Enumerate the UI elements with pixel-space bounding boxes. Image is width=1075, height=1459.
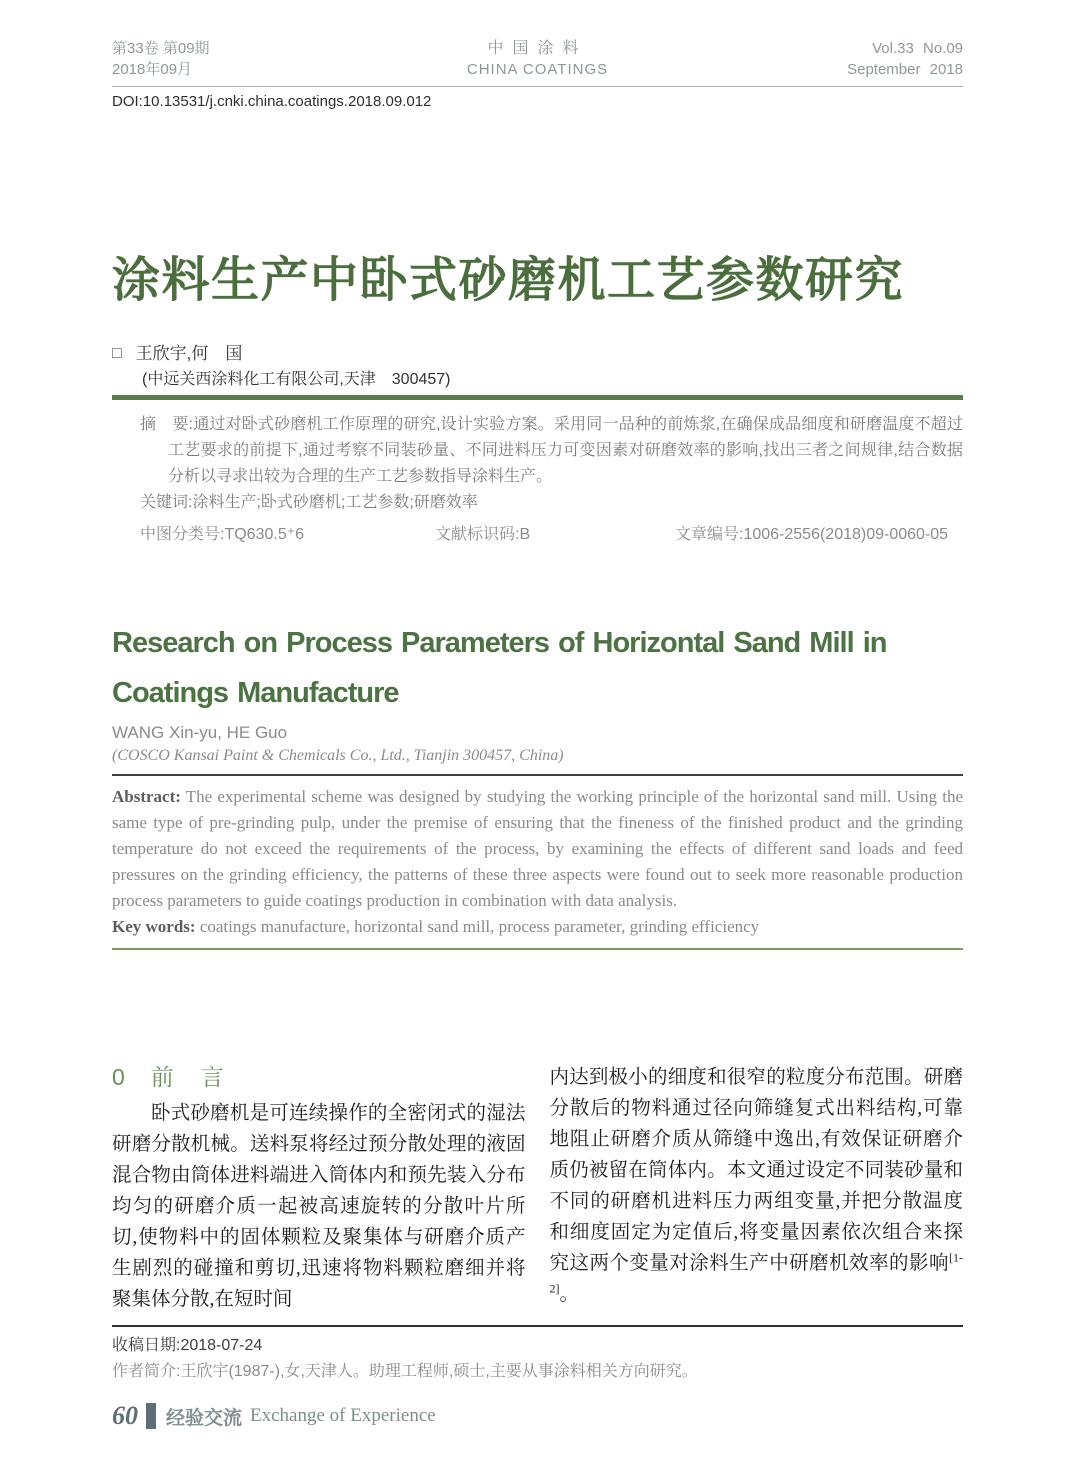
reference-marker: [1-2]	[549, 1250, 963, 1296]
abstract-cn-label: 摘 要:	[140, 416, 194, 434]
page-number: 60	[112, 1401, 138, 1430]
keywords-en	[112, 914, 963, 940]
journal-header	[112, 0, 963, 87]
article-title-en: Research on Process Parameters of Horizontal Sand Mill in Coatings Manufacture	[112, 627, 887, 710]
intro-paragraph-right-end: 。	[559, 1284, 580, 1306]
author-bio: 作者简介:王欣宇(1987-),女,天津人。助理工程师,硕士,主要从事涂料相关方向研究。	[112, 1363, 698, 1381]
issue-volume: 第33卷 第09期	[112, 40, 210, 57]
abstract-en-text: The experimental scheme was designed by studying the working principle of the horizontal sand mill. Using the same type of pre-grinding pulp, under the premise of ensuring that the fineness of the finished product and the grinding temperature do not exceed the requirements of the process, by examining the effects of different sand loads and feed pressures on the grinding efficiency, the patterns of these three aspects were found out to seek more reasonable production process parameters to guide coatings production in combination with data analysis.	[112, 787, 963, 911]
authors-en: WANG Xin-yu, HE Guo	[112, 723, 288, 743]
article-id-label: 文章编号:	[675, 526, 744, 544]
affiliation-en: (COSCO Kansai Paint & Chemicals Co., Ltd., Tianjin 300457, China)	[112, 746, 963, 776]
received-date: 收稿日期:2018-07-24	[112, 1337, 263, 1355]
clc-value: TQ630.5⁺6	[224, 526, 305, 544]
authors-cn-names: 王欣宇,何 国	[135, 344, 243, 364]
doi: DOI:10.13531/j.cnki.china.coatings.2018.09.012	[112, 93, 432, 110]
english-section	[112, 618, 963, 950]
doc-code-value: B	[519, 526, 531, 544]
issue-info	[112, 38, 396, 80]
affiliation-cn: (中远关西涂料化工有限公司,天津 300457)	[142, 371, 451, 389]
column-name-en: Exchange of Experience	[250, 1405, 436, 1426]
volume-number: Vol.33 No.09	[872, 40, 964, 57]
section-title: 前 言	[150, 1064, 226, 1091]
journal-name	[396, 38, 680, 80]
article-title-cn: 涂料生产中卧式砂磨机工艺参数研究	[112, 254, 905, 307]
author-marker-icon: □	[112, 345, 122, 363]
left-column	[112, 1062, 526, 1315]
right-column	[550, 1062, 964, 1315]
journal-name-cn: 中国涂料	[487, 40, 588, 57]
section-number: 0	[112, 1064, 125, 1091]
section-heading	[112, 1062, 526, 1092]
abstract-cn	[112, 412, 963, 490]
volume-info	[679, 38, 963, 80]
clc-label: 中图分类号:	[140, 526, 225, 544]
abstract-en	[112, 784, 963, 914]
abstract-cn-text: 通过对卧式砂磨机工作原理的研究,设计实验方案。采用同一品种的前炼浆,在确保成品细度和研磨温度不超过工艺要求的前提下,通过考察不同装砂量、不同进料压力可变因素对研磨效率的影响,找出三者之间规律,结合数据分析以寻求出较为合理的生产工艺参数指导涂料生产。	[168, 416, 963, 486]
keywords-cn	[112, 490, 963, 516]
intro-paragraph-right-text: 内达到极小的细度和很窄的粒度分布范围。研磨分散后的物料通过径向筛缝复式出料结构,可靠地阻止研磨介质从筛缝中逸出,有效保证研磨介质仍被留在筒体内。本文通过设定不同装砂量和不同的研磨机进料压力两组变量,并把分散温度和细度固定为定值后,将变量因素依次组合来探究这两个变量对涂料生产中研磨机效率的影响	[549, 1067, 963, 1275]
column-name-cn: 经验交流	[166, 1407, 243, 1429]
footnotes	[112, 1325, 963, 1383]
footer-bar-icon	[146, 1403, 156, 1429]
body-columns	[112, 1062, 963, 1315]
issue-date: 2018年09月	[112, 61, 193, 78]
clc-number	[140, 522, 435, 548]
keywords-cn-label: 关键词:	[140, 494, 193, 512]
keywords-en-label: Key words:	[112, 917, 196, 937]
authors-cn	[112, 343, 963, 365]
article-id	[675, 522, 948, 548]
doc-code-label: 文献标识码:	[435, 526, 520, 544]
abstract-en-label: Abstract:	[112, 787, 181, 807]
journal-name-en: CHINA COATINGS	[466, 61, 609, 78]
intro-paragraph-left: 卧式砂磨机是可连续操作的全密闭式的湿法研磨分散机械。送料泵将经过预分散处理的液固混合物由筒体进料端进入筒体内和预先装入分布均匀的研磨介质一起被高速旋转的分散叶片所切,使物料中的固体颗粒及聚集体与研磨介质产生剧烈的碰撞和剪切,迅速将物料颗粒磨细并将聚集体分散,在短时间	[112, 1103, 526, 1311]
divider-bar	[112, 395, 963, 400]
document-code	[435, 522, 675, 548]
divider-rule	[112, 948, 963, 950]
page-footer	[112, 1401, 436, 1431]
intro-paragraph-right	[550, 1062, 964, 1310]
classification-row	[112, 522, 963, 548]
article-id-value: 1006-2556(2018)09-0060-05	[743, 526, 949, 544]
volume-date: September 2018	[847, 61, 964, 78]
keywords-en-text: coatings manufacture, horizontal sand mill, process parameter, grinding efficiency	[195, 917, 760, 937]
keywords-cn-text: 涂料生产;卧式砂磨机;工艺参数;研磨效率	[192, 494, 478, 512]
